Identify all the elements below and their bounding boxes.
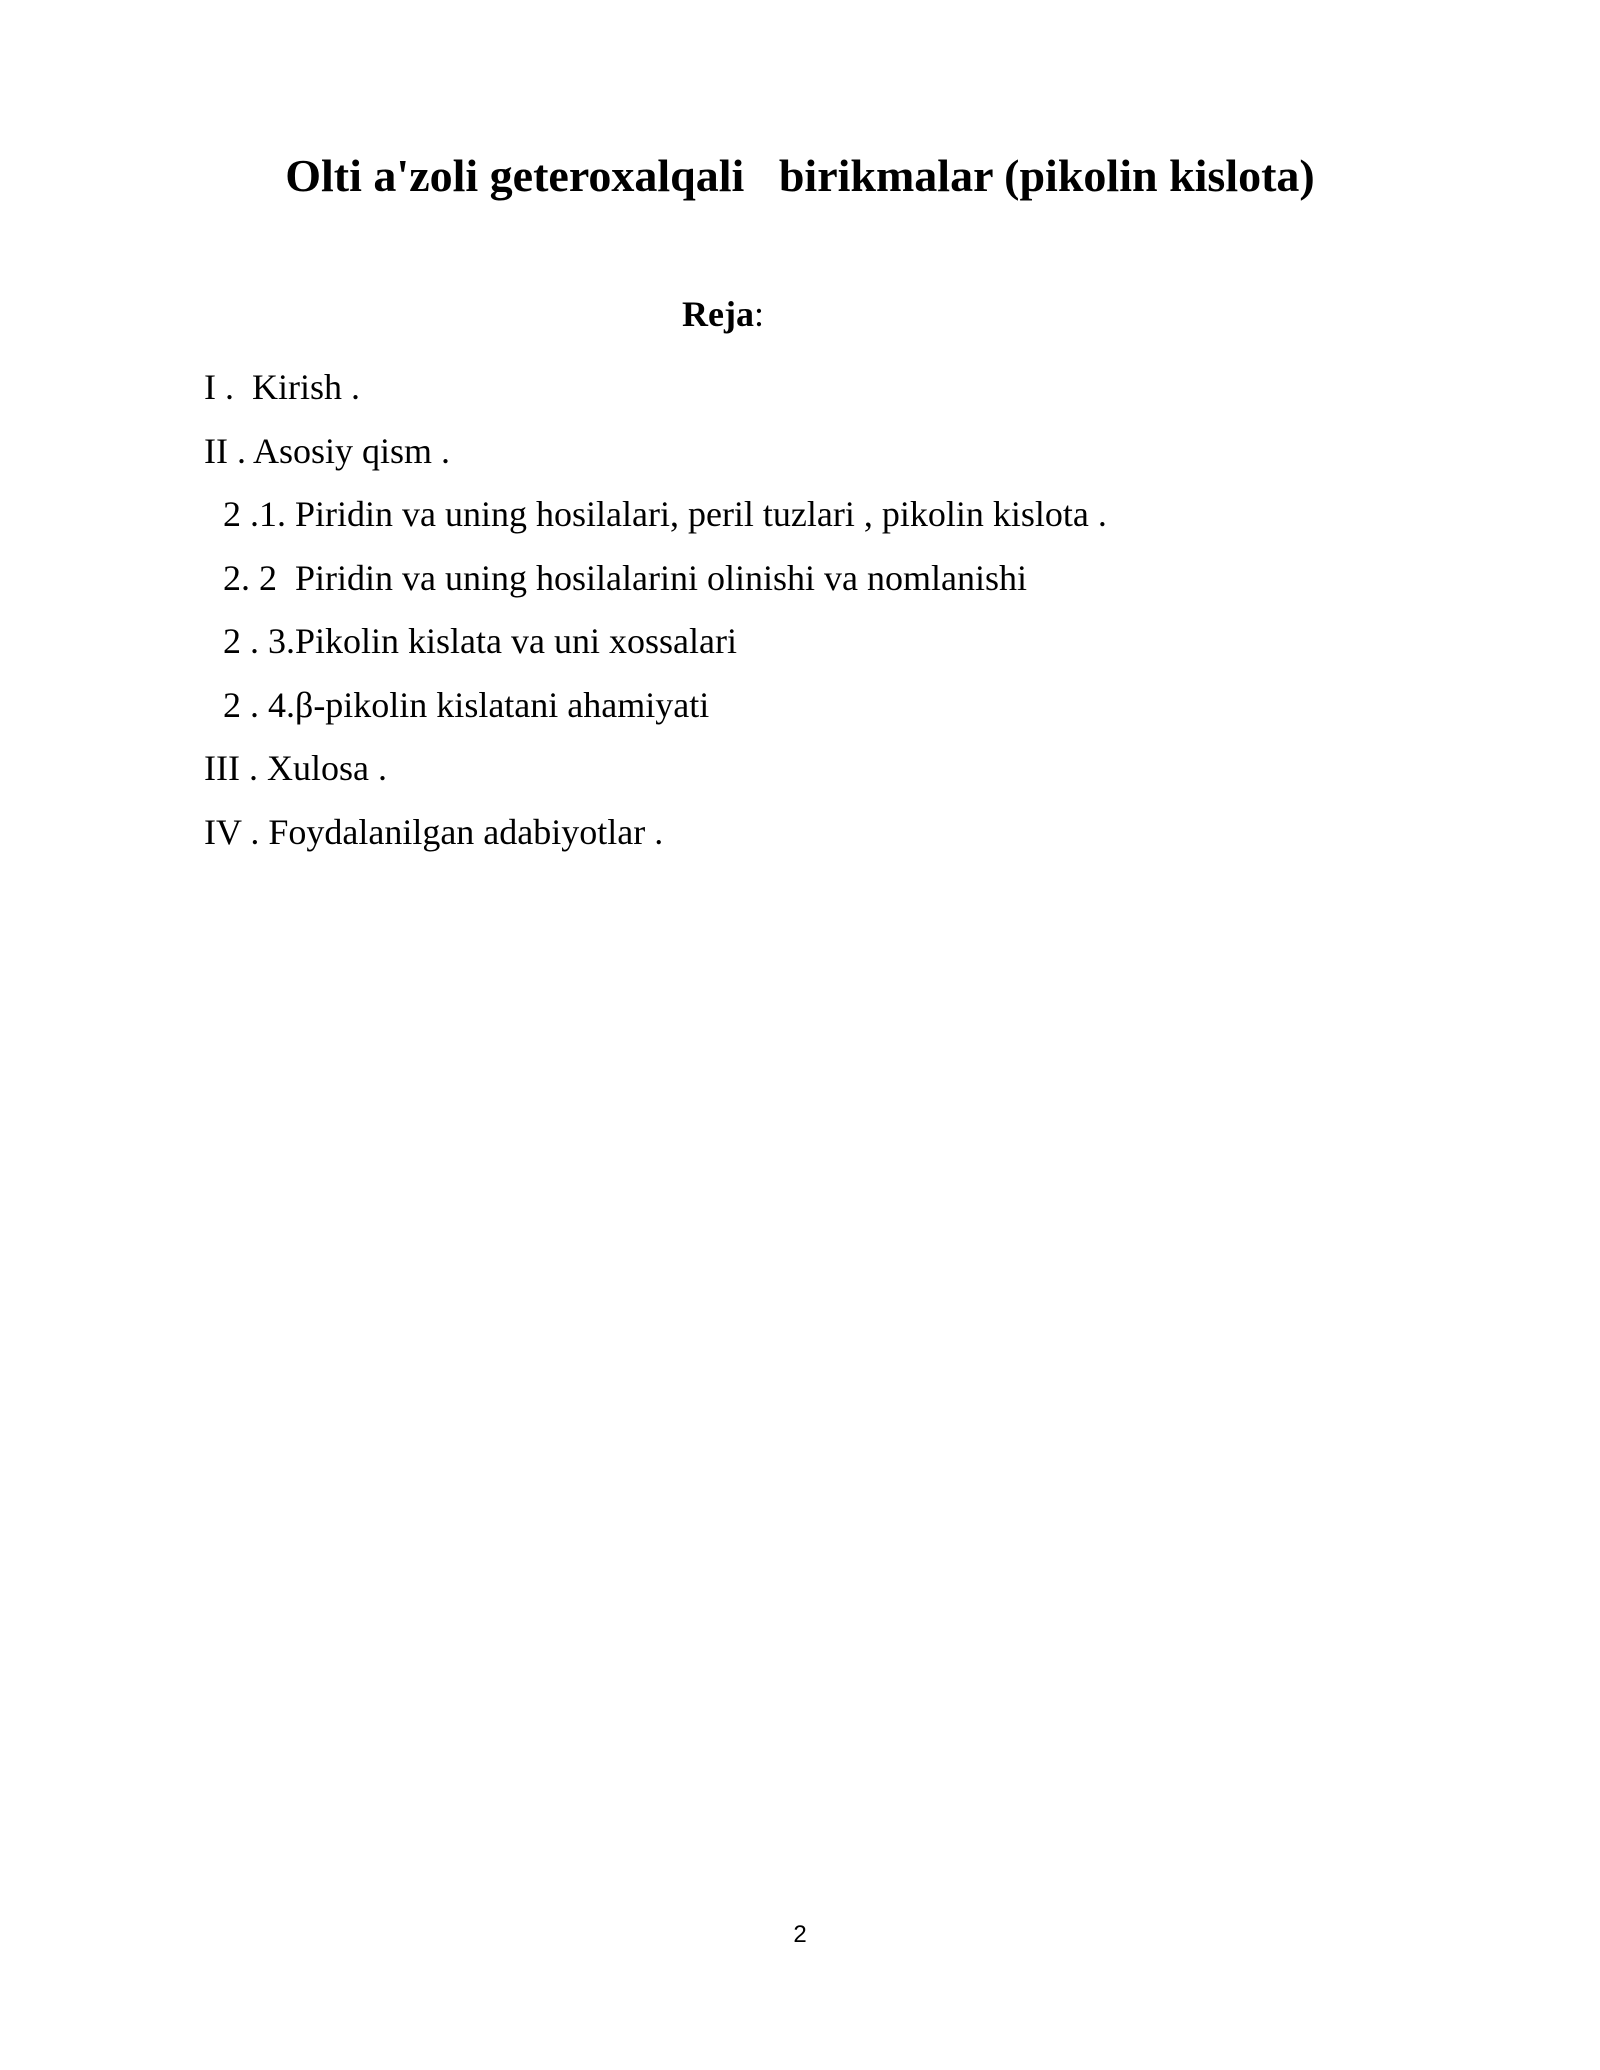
- toc-item-2-3: 2 . 3.Pikolin kislata va uni xossalari: [223, 621, 737, 661]
- toc-item-introduction: I . Kirish .: [204, 367, 360, 407]
- toc-item-2-2: 2. 2 Piridin va uning hosilalarini olinishi va nomlanishi: [223, 557, 1027, 598]
- toc-item-main-part: II . Asosiy qism .: [204, 430, 451, 471]
- table-of-contents: [204, 356, 1107, 864]
- document-title: Olti a'zoli geteroxalqali birikmalar (pikolin kislota): [285, 150, 1315, 201]
- plan-heading-label: Reja: [682, 294, 754, 334]
- toc-item-references: IV . Foydalanilgan adabiyotlar .: [204, 811, 664, 852]
- plan-heading-suffix: :: [753, 294, 764, 334]
- page-number: 2: [793, 1921, 807, 1948]
- toc-item-2-1: 2 .1. Piridin va uning hosilalari, peril tuzlari , pikolin kislota .: [223, 494, 1107, 534]
- toc-item-conclusion: III . Xulosa .: [204, 748, 387, 788]
- plan-heading: [682, 292, 764, 336]
- toc-item-2-4: 2 . 4.β-pikolin kislatani ahamiyati: [223, 684, 710, 725]
